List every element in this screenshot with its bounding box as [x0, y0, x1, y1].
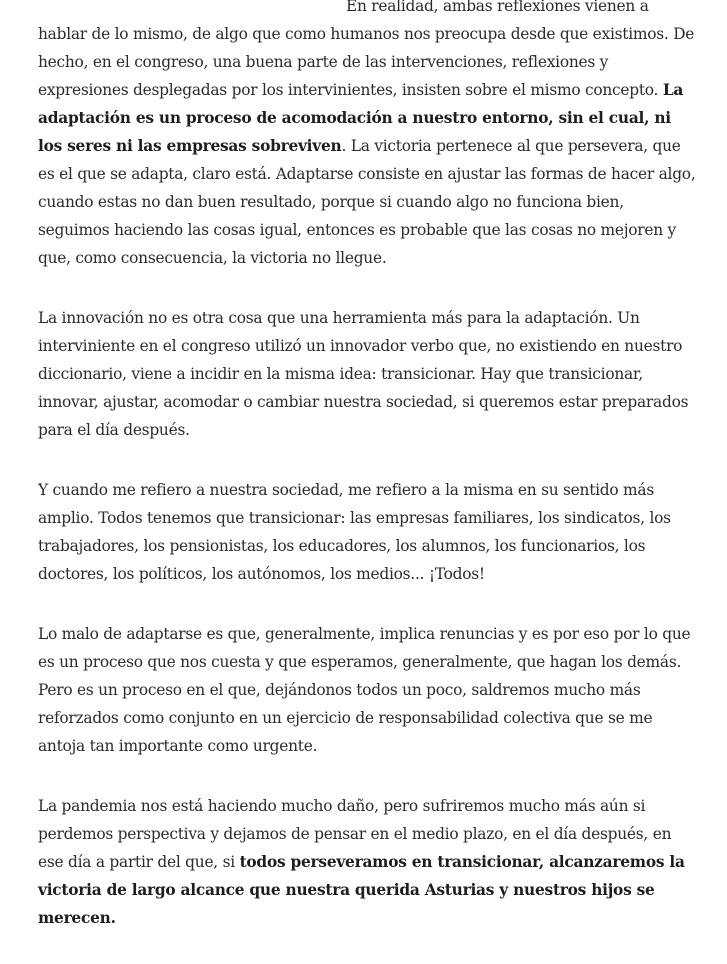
- highlight-conclusion: todos perseveramos en transicionar, alcanzaremos la victoria de largo alcance que nuestra querida Asturias y nuestros hijos se merecen.: [38, 853, 685, 927]
- article-body: [38, 0, 698, 964]
- paragraph-text: Y cuando me refiero a nuestra sociedad, me refiero a la misma en su sentido más amplio. Todos tenemos que transicionar: las empresas familiares, los sindicatos, los trabajadores, los pensionistas, los educadores, los alumnos, los funcionarios, los doctores, los políticos, los autónomos, los medios... ¡Todos!: [38, 481, 671, 583]
- paragraph-pandemic: [38, 792, 698, 932]
- paragraph-adaptation: [38, 0, 698, 272]
- paragraph-text: La pandemia nos está haciendo mucho daño, pero sufriremos mucho más aún si perdemos perspectiva y dejamos de pensar en el medio plazo, en el día después, en ese día a partir del que, si: [38, 797, 672, 871]
- paragraph-renunciations: [38, 620, 698, 760]
- paragraph-text: . La victoria pertenece al que persevera, que es el que se adapta, claro está. Adaptarse consiste en ajustar las formas de hacer algo, cuando estas no dan buen resultado, porque si cuando algo no funciona bien, seguimos haciendo las cosas igual, entonces es probable que las cosas no mejoren y que, como consecuencia, la victoria no llegue.: [38, 137, 696, 267]
- paragraph-text: Lo malo de adaptarse es que, generalmente, implica renuncias y es por eso por lo que es un proceso que nos cuesta y que esperamos, generalmente, que hagan los demás. Pero es un proceso en el que, dejándonos todos un poco, saldremos mucho más reforzados como conjunto en un ejercicio de responsabilidad colectiva que se me antoja tan importante como urgente.: [38, 625, 691, 755]
- paragraph-text: La innovación no es otra cosa que una herramienta más para la adaptación. Un interviniente en el congreso utilizó un innovador verbo que, no existiendo en nuestro diccionario, viene a incidir en la misma idea: transicionar. Hay que transicionar, innovar, ajustar, acomodar o cambiar nuestra sociedad, si queremos estar preparados para el día después.: [38, 309, 689, 439]
- paragraph-innovation: [38, 304, 698, 444]
- highlight-adaptation-definition: La adaptación es un proceso de acomodación a nuestro entorno, sin el cual, ni los seres ni las empresas sobreviven: [38, 81, 684, 155]
- paragraph-text: En realidad, ambas reflexiones vienen a hablar de lo mismo, de algo que como humanos nos preocupa desde que existimos. De hecho, en el congreso, una buena parte de las intervenciones, reflexiones y expresiones desplegadas por los intervinientes, insisten sobre el mismo concepto.: [38, 0, 695, 99]
- paragraph-society: [38, 476, 698, 588]
